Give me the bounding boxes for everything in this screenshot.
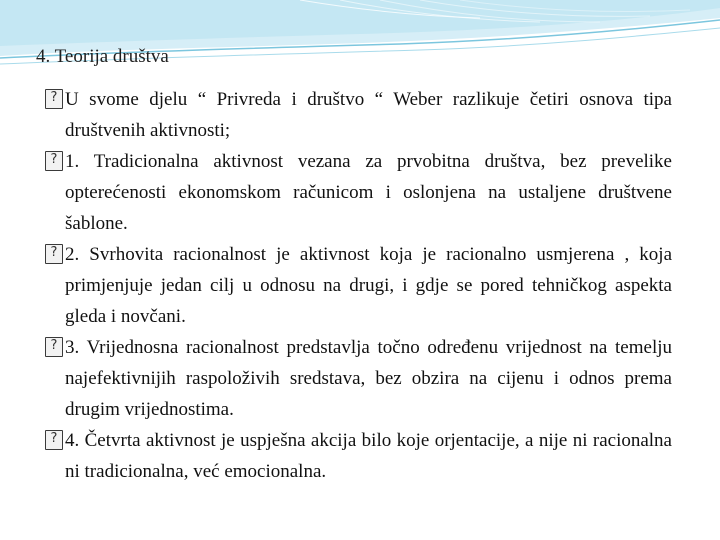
replacement-character-icon xyxy=(45,430,63,450)
paragraph-text: 1. Tradicionalna aktivnost vezana za prvobitna društva, bez prevelike opterećenosti ekonomskom računicom i oslonjena na ustaljene društvene šablone. xyxy=(65,151,672,234)
paragraph-text: U svome djelu “ Privreda i društvo “ Weber razlikuje četiri osnova tipa društvenih aktivnosti; xyxy=(65,89,672,141)
slide-title: 4. Teorija društva xyxy=(36,46,169,67)
replacement-character-icon xyxy=(45,89,63,109)
paragraph-text: 2. Svrhovita racionalnost je aktivnost koja je racionalno usmjerena , koja primjenjuje jedan cilj u odnosu na drugi, i gdje se pored tehničkog aspekta gleda i novčani. xyxy=(65,244,672,327)
paragraph-text: 4. Četvrta aktivnost je uspješna akcija bilo koje orjentacije, a nije ni racionalna ni tradicionalna, već emocionalna. xyxy=(65,430,672,482)
list-item xyxy=(45,146,672,239)
slide-body xyxy=(45,84,672,487)
paragraph-text: 3. Vrijednosna racionalnost predstavlja točno određenu vrijednost na temelju najefektivnijih raspoloživih sredstava, bez obzira na cijenu i odnos prema drugim vrijednostima. xyxy=(65,337,672,420)
replacement-character-icon xyxy=(45,151,63,171)
list-item xyxy=(45,332,672,425)
list-item xyxy=(45,239,672,332)
list-item xyxy=(45,425,672,487)
decorative-header-band xyxy=(0,0,720,90)
list-item xyxy=(45,84,672,146)
replacement-character-icon xyxy=(45,244,63,264)
replacement-character-icon xyxy=(45,337,63,357)
